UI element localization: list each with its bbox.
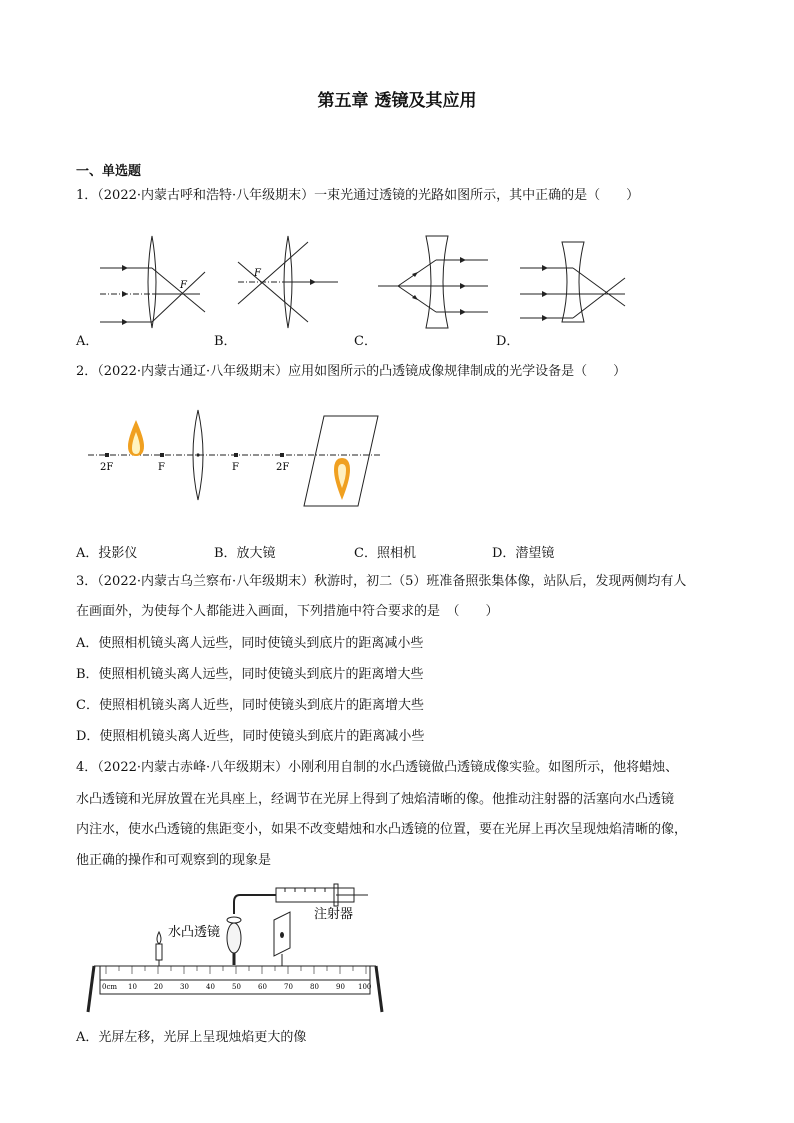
ruler-tick-50: 50 <box>232 983 241 991</box>
ruler-tick-90: 90 <box>336 983 345 991</box>
question-2-text: 2．（2022·内蒙古通辽·八年级期末）应用如图所示的凸透镜成像规律制成的光学设备是（ ） <box>76 364 627 379</box>
inverted-image-flame-icon <box>334 458 350 500</box>
ruler-tick-0: 0cm <box>102 983 118 991</box>
q1-option-a: A． <box>76 334 99 349</box>
q4-optical-bench-diagram <box>80 880 390 1015</box>
section-heading: 一、单选题 <box>76 164 142 179</box>
ruler-tick-100: 100 <box>358 983 372 991</box>
q4-option-a: A．光屏左移，光屏上呈现烛焰更大的像 <box>76 1030 307 1045</box>
candle-flame-icon <box>128 420 144 456</box>
q1-option-d: D． <box>496 334 520 349</box>
ruler-tick-40: 40 <box>206 983 215 991</box>
ruler-tick-70: 70 <box>284 983 293 991</box>
ruler-tick-60: 60 <box>258 983 267 991</box>
q1-diagram-b <box>238 232 348 332</box>
question-4-text-line1: 4．（2022·内蒙古赤峰·八年级期末）小刚利用自制的水凸透镜做凸透镜成像实验。如图所示，他将蜡烛、 <box>76 760 679 775</box>
q2-label-f-right: F <box>232 462 239 473</box>
q2-label-2f-left: 2F <box>100 462 114 473</box>
q1-diagram-c <box>378 232 493 332</box>
candle-icon <box>156 932 162 966</box>
q1-option-b: B． <box>214 334 237 349</box>
question-4-text-line3: 内注水，使水凸透镜的焦距变小，如果不改变蜡烛和水凸透镜的位置，要在光屏上再次呈现烛焰清晰的像， <box>76 822 688 837</box>
ruler-tick-10: 10 <box>128 983 137 991</box>
q2-label-2f-right: 2F <box>276 462 290 473</box>
question-3-text-line2: 在画面外，为使每个人都能进入画面，下列措施中符合要求的是 （ ） <box>76 604 499 619</box>
q2-label-f-left: F <box>158 462 165 473</box>
water-lens-icon <box>227 917 241 965</box>
q1-option-c: C． <box>354 334 377 349</box>
question-4-text-line2: 水凸透镜和光屏放置在光具座上，经调节在光屏上得到了烛焰清晰的像。他推动注射器的活塞向水凸透镜 <box>76 792 675 807</box>
ruler-tick-20: 20 <box>154 983 163 991</box>
q2-option-c: C．照相机 <box>354 546 416 561</box>
question-1-text: 1．（2022·内蒙古呼和浩特·八年级期末）一束光通过透镜的光路如图所示，其中正确的是（ ） <box>76 188 640 203</box>
light-screen-icon <box>274 912 290 966</box>
q1-diagram-d <box>520 240 630 325</box>
q3-option-c: C．使照相机镜头离人近些，同时使镜头到底片的距离增大些 <box>76 698 424 713</box>
q2-option-a: A．投影仪 <box>76 546 138 561</box>
q1-a-focus-label: F <box>180 280 187 291</box>
water-lens-label: 水凸透镜 <box>168 925 221 940</box>
ruler-tick-80: 80 <box>310 983 319 991</box>
q1-diagram-a <box>100 232 210 332</box>
ruler-tick-30: 30 <box>180 983 189 991</box>
q3-option-d: D．使照相机镜头离人近些，同时使镜头到底片的距离减小些 <box>76 729 425 744</box>
page-title: 第五章 透镜及其应用 <box>317 91 477 111</box>
q1-b-focus-label: F <box>254 268 261 279</box>
q3-option-a: A．使照相机镜头离人远些，同时使镜头到底片的距离减小些 <box>76 636 424 651</box>
q2-option-b: B．放大镜 <box>214 546 276 561</box>
syringe-label: 注射器 <box>314 907 354 922</box>
q2-diagram <box>88 408 388 518</box>
question-4-text-line4: 他正确的操作和可观察到的现象是 <box>76 853 272 868</box>
question-3-text-line1: 3．（2022·内蒙古乌兰察布·八年级期末）秋游时，初二（5）班准备照张集体像，站队后，发现两侧均有人 <box>76 574 687 589</box>
q2-option-d: D．潜望镜 <box>492 546 555 561</box>
q3-option-b: B．使照相机镜头离人远些，同时使镜头到底片的距离增大些 <box>76 667 424 682</box>
